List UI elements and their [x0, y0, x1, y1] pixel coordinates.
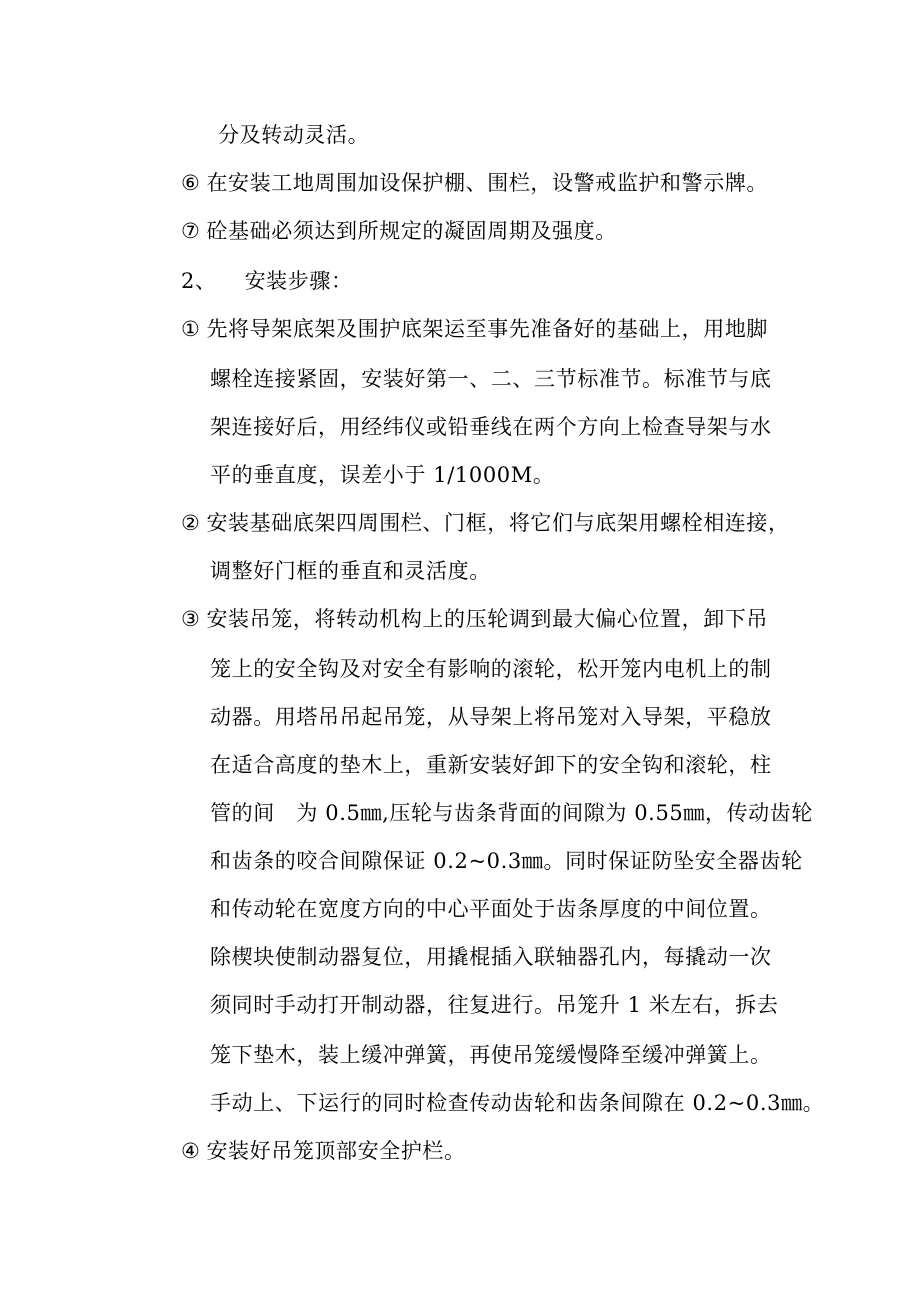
- text-line: [210, 1088, 824, 1118]
- list-item: [181, 508, 790, 538]
- text-line: [210, 556, 491, 586]
- line-text: 动器。用塔吊吊起吊笼，从导架上将吊笼对入导架，平稳放: [210, 705, 772, 729]
- line-text: 分及转动灵活。: [218, 123, 370, 147]
- line-text: 平的垂直度，误差小于 1/1000M。: [210, 463, 555, 487]
- section-number: 2、: [181, 269, 217, 293]
- line-text: 架连接好后，用经纬仪或铅垂线在两个方向上检查导架与水: [210, 415, 772, 439]
- line-text: 须同时手动打开制动器，往复进行。吊笼升 1 米左右，拆去: [210, 993, 779, 1017]
- list-marker: ③: [181, 607, 201, 631]
- text-line: [210, 894, 772, 924]
- text-line: [210, 654, 772, 684]
- line-text: 安装基础底架四周围栏、门框，将它们与底架用螺栓相连接，: [206, 511, 790, 535]
- text-line: [210, 412, 772, 442]
- list-marker: ④: [181, 1139, 201, 1163]
- line-text: 在安装工地周围加设保护棚、围栏，设警戒监护和警示牌。: [206, 171, 769, 195]
- list-marker: ⑥: [181, 171, 201, 195]
- text-line: [210, 702, 772, 732]
- text-line: [210, 1040, 772, 1070]
- text-line: [210, 942, 772, 972]
- list-item: [181, 1136, 466, 1166]
- text-line: [210, 798, 813, 828]
- line-text: 砼基础必须达到所规定的凝固周期及强度。: [206, 219, 617, 243]
- text-line: [210, 364, 772, 394]
- text-line: [210, 750, 772, 780]
- line-text: 手动上、下运行的同时检查传动齿轮和齿条间隙在 0.2~0.3㎜。: [210, 1091, 825, 1115]
- line-text: 笼上的安全钩及对安全有影响的滚轮，松开笼内电机上的制: [210, 657, 772, 681]
- list-marker: ⑦: [181, 219, 201, 243]
- line-text: 安装吊笼，将转动机构上的压轮调到最大偏心位置，卸下吊: [206, 607, 769, 631]
- line-text: 管的间 为 0.5㎜,压轮与齿条背面的间隙为 0.55㎜，传动齿轮: [210, 801, 813, 825]
- list-item: [181, 168, 768, 198]
- list-item: [181, 604, 768, 634]
- text-line: [210, 460, 554, 490]
- line-text: 和齿条的咬合间隙保证 0.2~0.3㎜。同时保证防坠安全器齿轮: [210, 849, 803, 873]
- list-item: [181, 314, 768, 344]
- line-text: 和传动轮在宽度方向的中心平面处于齿条厚度的中间位置。: [210, 897, 772, 921]
- line-text: 笼下垫木，装上缓冲弹簧，再使吊笼缓慢降至缓冲弹簧上。: [210, 1043, 772, 1067]
- list-item: [181, 216, 617, 246]
- section-heading: [181, 266, 353, 296]
- line-text: 螺栓连接紧固，安装好第一、二、三节标准节。标准节与底: [210, 367, 772, 391]
- list-marker: ①: [181, 317, 201, 341]
- line-text: 先将导架底架及围护底架运至事先准备好的基础上，用地脚: [206, 317, 769, 341]
- line-text: 安装好吊笼顶部安全护栏。: [206, 1139, 466, 1163]
- text-line: [210, 846, 803, 876]
- text-line: [218, 120, 369, 150]
- line-text: 调整好门框的垂直和灵活度。: [210, 559, 491, 583]
- line-text: 在适合高度的垫木上，重新安装好卸下的安全钩和滚轮，柱: [210, 753, 772, 777]
- line-text: 除楔块使制动器复位，用撬棍插入联轴器孔内，每撬动一次: [210, 945, 772, 969]
- text-line: [210, 990, 779, 1020]
- list-marker: ②: [181, 511, 201, 535]
- section-title: 安装步骤：: [244, 269, 353, 293]
